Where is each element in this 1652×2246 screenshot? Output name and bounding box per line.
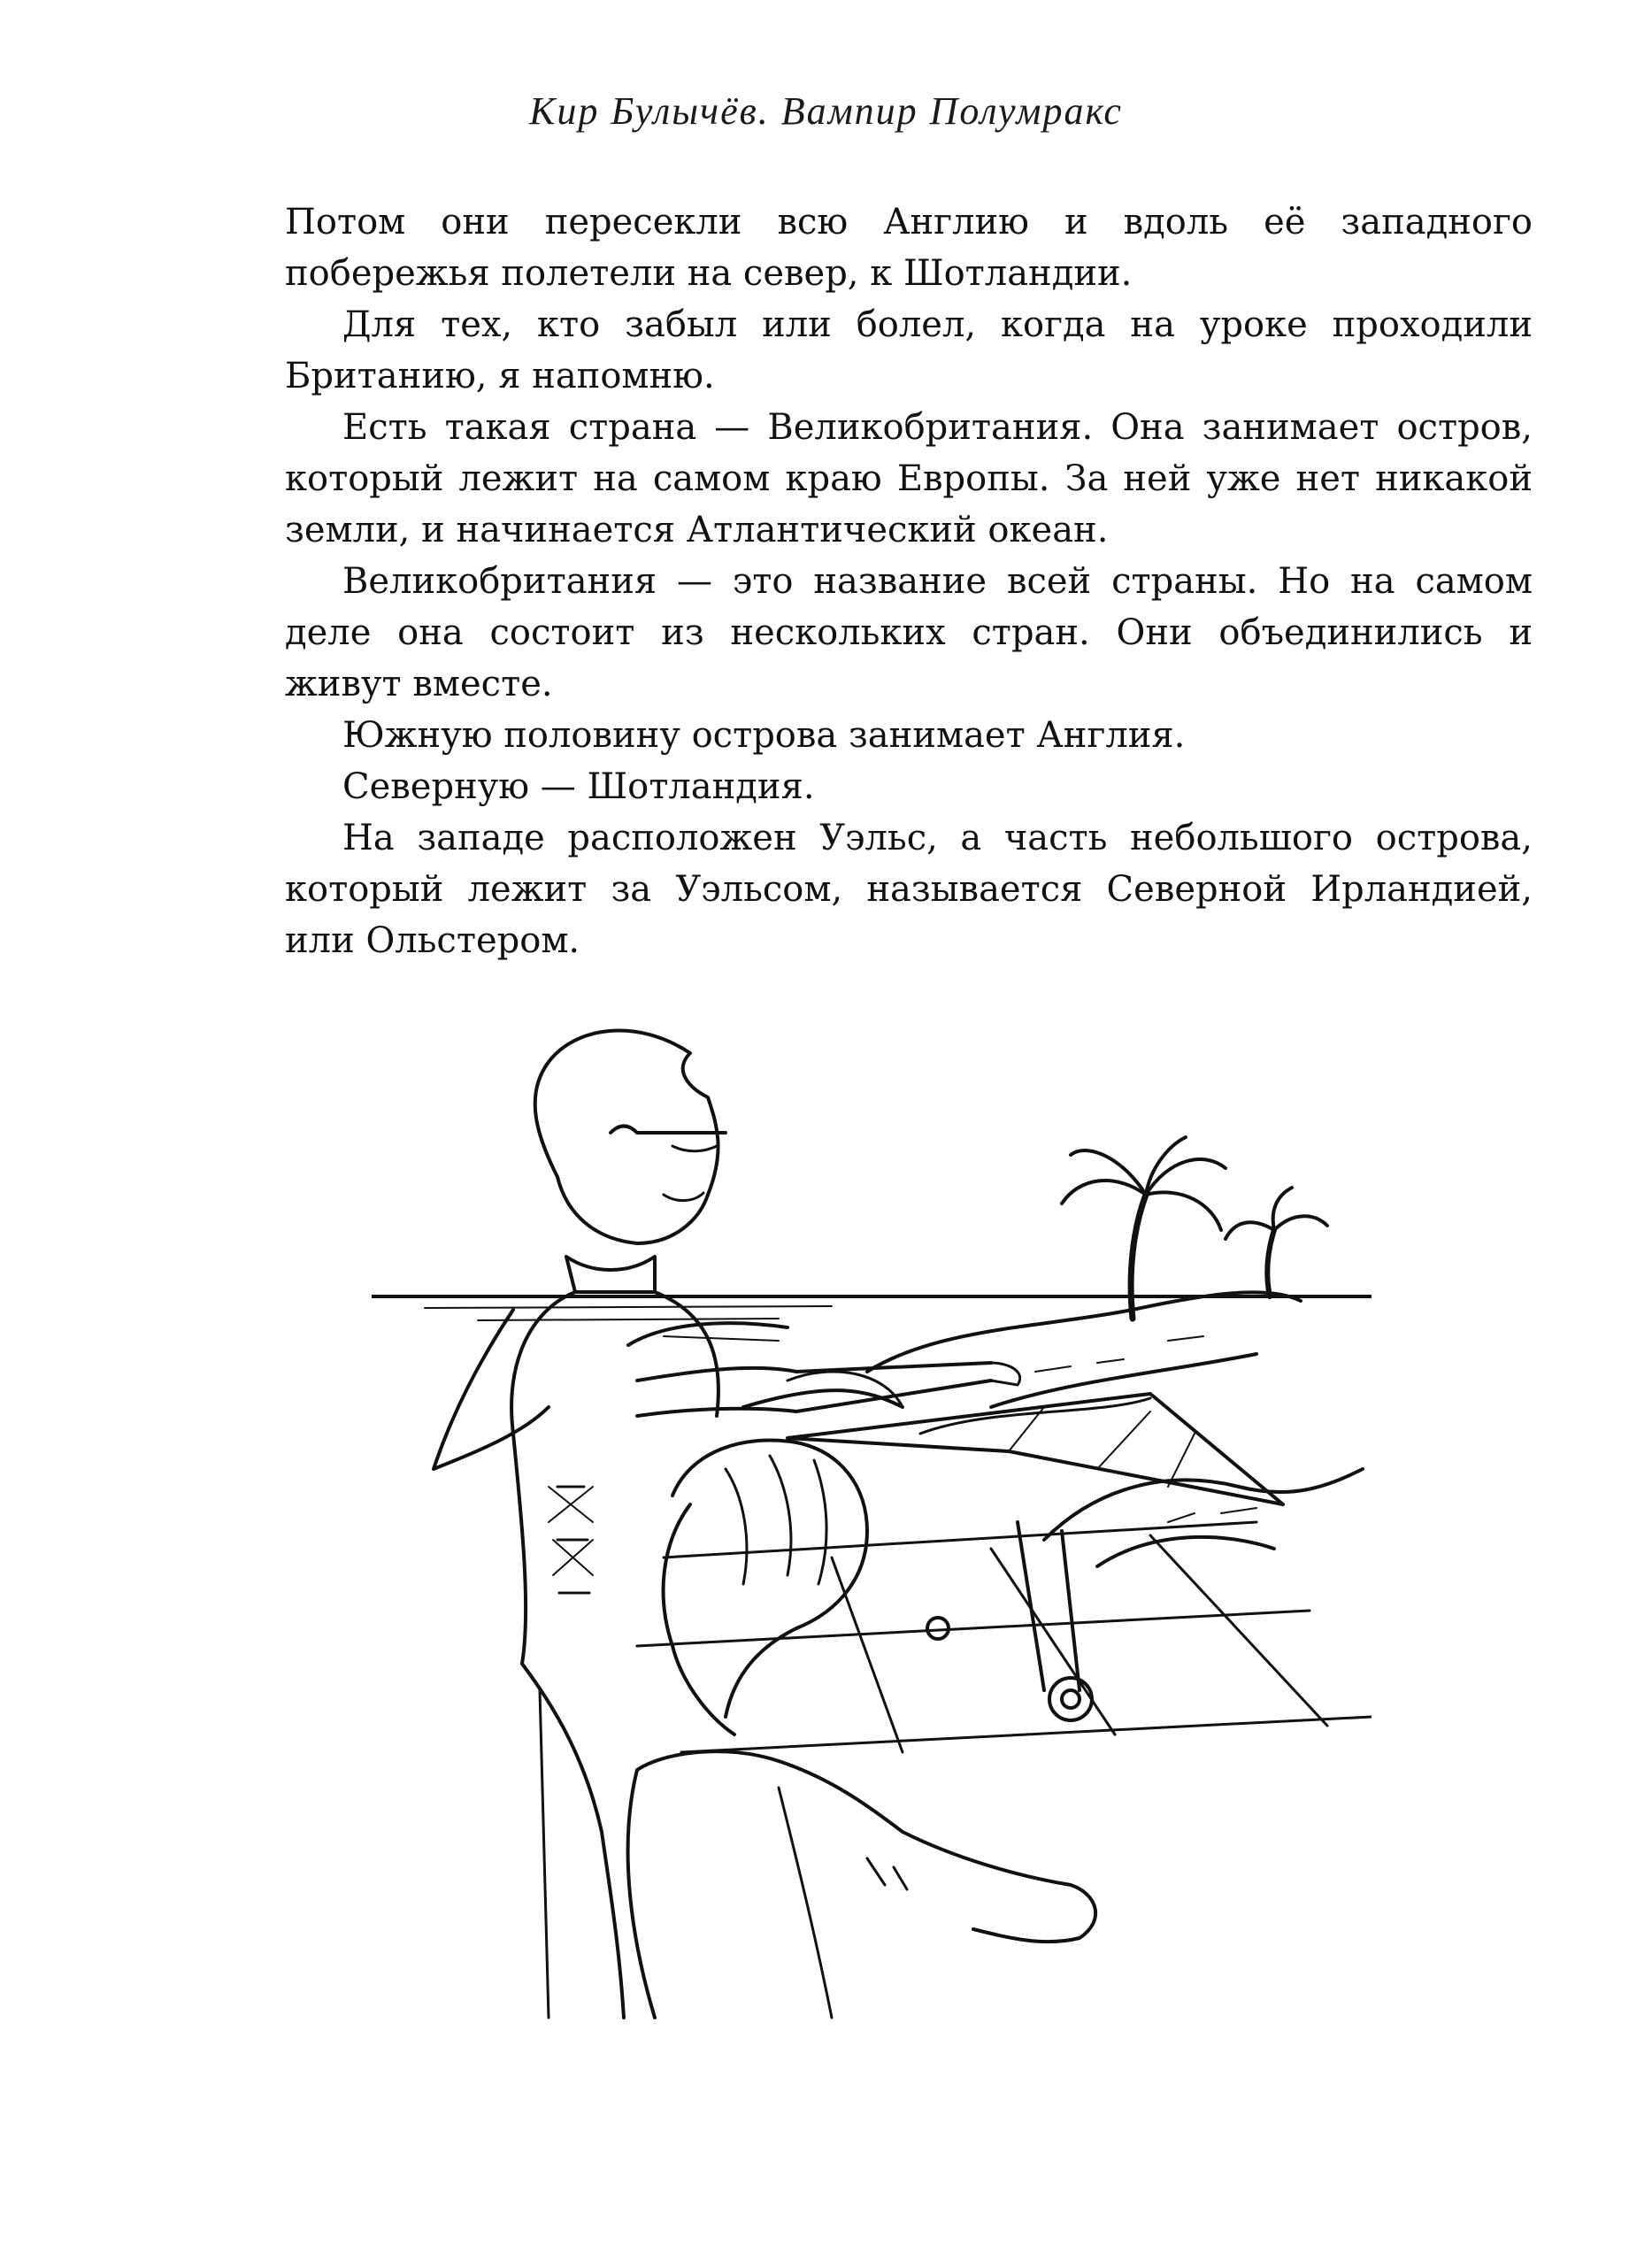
palm-tree xyxy=(1062,1137,1226,1319)
body-text xyxy=(285,196,1533,966)
paragraph: Для тех, кто забыл или болел, когда на уроке проходили Британию, я напомню. xyxy=(285,304,1533,396)
paragraph: Южную половину острова занимает Англия. xyxy=(342,715,1186,756)
running-title: Кир Булычёв. Вампир Полумракс xyxy=(529,89,1123,133)
shore-rocks xyxy=(1044,1469,1363,1566)
flying-machine xyxy=(628,1323,1283,1720)
paragraph: На западе расположен Уэльс, а часть небольшого острова, который лежит за Уэльсом, называется Северной Ирландией, или Ольстером. xyxy=(285,818,1533,961)
boy-figure xyxy=(434,1031,726,2018)
paragraph: Северную — Шотландия. xyxy=(342,766,815,807)
sea-horizon xyxy=(372,1296,1372,1320)
palm-tree xyxy=(1226,1188,1327,1296)
illustration xyxy=(372,991,1372,2035)
paragraph: Потом они пересекли всю Англию и вдоль её западного побережья полетели на север, к Шотландии. xyxy=(285,202,1533,294)
paragraph: Есть такая страна — Великобритания. Она занимает остров, который лежит на самом краю Европы. За ней уже нет никакой земли, и начинается Атлантический океан. xyxy=(285,407,1533,550)
island xyxy=(867,1292,1301,1434)
girl-figure xyxy=(628,1441,1096,2019)
paragraph: Великобритания — это название всей страны. Но на самом деле она состоит из нескольких стран. Они объединились и живут вместе. xyxy=(285,561,1533,704)
